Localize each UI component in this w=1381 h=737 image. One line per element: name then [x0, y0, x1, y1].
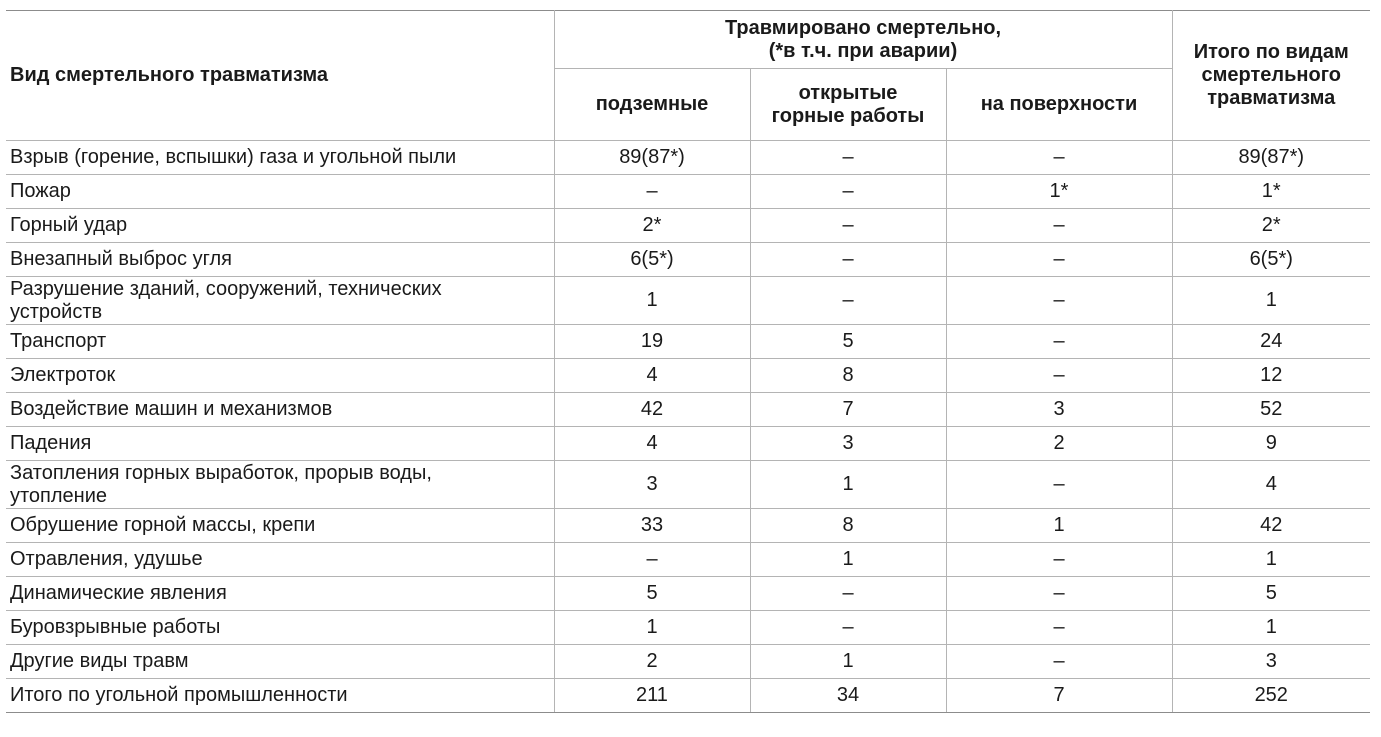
cell-total: 42 — [1172, 509, 1370, 543]
table-row — [6, 393, 1370, 427]
row-label: Транспорт — [6, 325, 554, 359]
cell-surface: – — [946, 359, 1172, 393]
cell-total: 3 — [1172, 645, 1370, 679]
cell-underground: 4 — [554, 427, 750, 461]
table-row — [6, 611, 1370, 645]
cell-open-pit: 1 — [750, 461, 946, 509]
row-label: Воздействие машин и механизмов — [6, 393, 554, 427]
header-row-1 — [6, 11, 1370, 69]
col-header-surface: на поверхности — [946, 69, 1172, 141]
row-label: Буровзрывные работы — [6, 611, 554, 645]
cell-underground: 4 — [554, 359, 750, 393]
table-row — [6, 209, 1370, 243]
cell-total: 1 — [1172, 543, 1370, 577]
row-label: Разрушение зданий, сооружений, технических устройств — [6, 277, 554, 325]
cell-open-pit: – — [750, 277, 946, 325]
cell-total: 4 — [1172, 461, 1370, 509]
table-row — [6, 277, 1370, 325]
cell-total: 1* — [1172, 175, 1370, 209]
cell-total: 252 — [1172, 679, 1370, 713]
cell-surface: 1 — [946, 509, 1172, 543]
cell-surface: – — [946, 243, 1172, 277]
cell-total: 52 — [1172, 393, 1370, 427]
table-row — [6, 141, 1370, 175]
cell-underground: 6(5*) — [554, 243, 750, 277]
table-row — [6, 543, 1370, 577]
cell-open-pit: – — [750, 209, 946, 243]
table-row — [6, 577, 1370, 611]
col-header-underground: подземные — [554, 69, 750, 141]
cell-underground: 1 — [554, 611, 750, 645]
cell-surface: – — [946, 543, 1172, 577]
cell-open-pit: 1 — [750, 543, 946, 577]
table-row — [6, 325, 1370, 359]
cell-total: 2* — [1172, 209, 1370, 243]
row-label: Затопления горных выработок, прорыв воды, утопление — [6, 461, 554, 509]
cell-underground: 5 — [554, 577, 750, 611]
col-header-type: Вид смертельного травматизма — [6, 11, 554, 141]
row-label: Обрушение горной массы, крепи — [6, 509, 554, 543]
table-row — [6, 427, 1370, 461]
cell-open-pit: – — [750, 175, 946, 209]
cell-surface: – — [946, 277, 1172, 325]
cell-open-pit: 8 — [750, 509, 946, 543]
cell-surface: – — [946, 461, 1172, 509]
row-label: Итого по угольной промышленности — [6, 679, 554, 713]
cell-underground: – — [554, 175, 750, 209]
cell-open-pit: – — [750, 141, 946, 175]
cell-underground: 2* — [554, 209, 750, 243]
col-header-open-pit: открытые горные работы — [750, 69, 946, 141]
cell-open-pit: – — [750, 243, 946, 277]
cell-surface: 7 — [946, 679, 1172, 713]
cell-total: 9 — [1172, 427, 1370, 461]
col-header-group: Травмировано смертельно, (*в т.ч. при аварии) — [554, 11, 1172, 69]
cell-total: 1 — [1172, 277, 1370, 325]
table-row — [6, 645, 1370, 679]
cell-total: 6(5*) — [1172, 243, 1370, 277]
cell-underground: 1 — [554, 277, 750, 325]
cell-surface: – — [946, 645, 1172, 679]
cell-total: 89(87*) — [1172, 141, 1370, 175]
table-row — [6, 461, 1370, 509]
cell-open-pit: 7 — [750, 393, 946, 427]
table-container — [6, 10, 1370, 713]
row-label: Электроток — [6, 359, 554, 393]
cell-surface: – — [946, 325, 1172, 359]
cell-underground: 3 — [554, 461, 750, 509]
cell-surface: 1* — [946, 175, 1172, 209]
cell-total: 5 — [1172, 577, 1370, 611]
cell-open-pit: 3 — [750, 427, 946, 461]
col-header-total: Итого по видам смертельного травматизма — [1172, 11, 1370, 141]
cell-open-pit: 8 — [750, 359, 946, 393]
row-label: Горный удар — [6, 209, 554, 243]
cell-underground: 33 — [554, 509, 750, 543]
cell-surface: 2 — [946, 427, 1172, 461]
cell-total: 24 — [1172, 325, 1370, 359]
cell-underground: – — [554, 543, 750, 577]
table-row — [6, 509, 1370, 543]
row-label: Внезапный выброс угля — [6, 243, 554, 277]
cell-surface: 3 — [946, 393, 1172, 427]
cell-underground: 19 — [554, 325, 750, 359]
cell-open-pit: 5 — [750, 325, 946, 359]
table-row — [6, 359, 1370, 393]
row-label: Динамические явления — [6, 577, 554, 611]
table-row — [6, 679, 1370, 713]
row-label: Другие виды травм — [6, 645, 554, 679]
cell-total: 1 — [1172, 611, 1370, 645]
cell-underground: 42 — [554, 393, 750, 427]
cell-surface: – — [946, 611, 1172, 645]
cell-total: 12 — [1172, 359, 1370, 393]
row-label: Взрыв (горение, вспышки) газа и угольной пыли — [6, 141, 554, 175]
table-row — [6, 175, 1370, 209]
row-label: Пожар — [6, 175, 554, 209]
row-label: Падения — [6, 427, 554, 461]
cell-open-pit: – — [750, 577, 946, 611]
table-body — [6, 141, 1370, 713]
cell-underground: 2 — [554, 645, 750, 679]
cell-open-pit: 1 — [750, 645, 946, 679]
cell-underground: 211 — [554, 679, 750, 713]
cell-open-pit: 34 — [750, 679, 946, 713]
cell-underground: 89(87*) — [554, 141, 750, 175]
table-row — [6, 243, 1370, 277]
fatal-injury-table — [6, 10, 1370, 713]
row-label: Отравления, удушье — [6, 543, 554, 577]
cell-surface: – — [946, 577, 1172, 611]
cell-open-pit: – — [750, 611, 946, 645]
cell-surface: – — [946, 209, 1172, 243]
cell-surface: – — [946, 141, 1172, 175]
